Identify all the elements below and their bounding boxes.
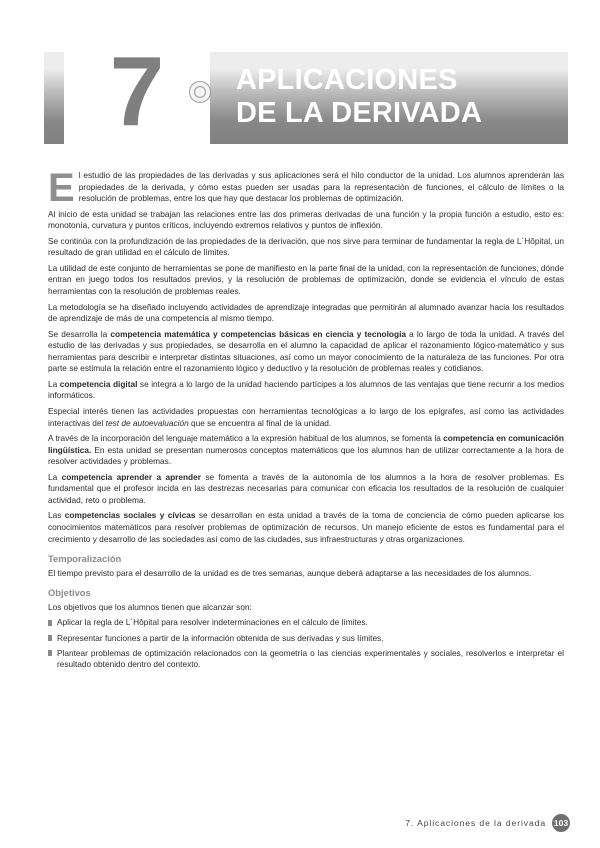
paragraph: La utilidad de este conjunto de herramientas se pone de manifiesto en la parte final de la unidad, con la representación de funciones, dónde entran en juego todos los resultados previos, y la resolución de problemas de optimización, donde se evidencia el vínculo de estas herramientas con la resolución de problemas reales. (48, 262, 564, 297)
temporalizacion-heading: Temporalización (48, 553, 122, 565)
paragraph: La competencia digital se integra a lo largo de la unidad haciendo partícipes a los alumnos de las ventajas que tiene recurrir a los medios informáticos. (48, 378, 564, 401)
objetivos-heading: Objetivos (48, 587, 91, 599)
paragraph: Las competencias sociales y cívicas se desarrollan en esta unidad a través de la toma de conciencia de cómo pueden aplicarse los conocimientos matemáticos para resolver problemas de optimización de recursos. Un manejo eficiente de estos es fundamental para el crecimiento y desarrollo de las sociedades así como de las ciudades, sus infraestructuras y otras organizaciones. (48, 510, 564, 544)
paragraph: La competencia aprender a aprender se fomenta a través de la autonomía de los alumnos a la hora de resolver problemas. Es fundamental que el profesor incida en las destrezas necesarias para comunicar con eficacia los resultados de la resolución de cualquier actividad, reto o problema. (48, 471, 564, 505)
list-item: Aplicar la regla de L´Hôpital para resolver indeterminaciones en el cálculo de límites. (48, 617, 564, 629)
paragraph: La metodología se ha diseñado incluyendo actividades de aprendizaje integradas que permitirán al alumnado avanzar hacia los resultados de aprendizaje de más de una competencia al mismo tiempo. (48, 301, 564, 324)
page-footer (405, 814, 570, 832)
bullet-icon (48, 650, 52, 656)
chapter-title-line2: DE LA DERIVADA (236, 97, 483, 129)
drop-cap: E (48, 166, 75, 210)
bullet-icon (48, 620, 52, 626)
paragraph: Se desarrolla la competencia matemática y competencias básicas en ciencia y tecnología a lo largo de toda la unidad. A través del estudio de las derivadas y sus propiedades, se desarrolla en el alumno la capacidad de aplicar el razonamiento lógico-matemático y sus herramientas para describir e interpretar distintas situaciones, así como un mayor conocimiento de la naturaleza de las funciones. Por otra parte se estimula la relación entre el razonamiento lógico y deductivo y la resolución de problemas reales y cotidianos. (48, 328, 564, 374)
list-item: Representar funciones a partir de la información obtenida de sus derivadas y sus límites. (48, 633, 564, 645)
paragraph: Al inicio de esta unidad se trabajan las relaciones entre las dos primeras derivadas de una función y la propia función a estudio, esto es: monotonía, curvatura y puntos críticos, incluyendo extremos relativos y puntos de inflexión. (48, 208, 564, 231)
footer-label: 7. Aplicaciones de la derivada (405, 818, 546, 828)
bullet-icon (48, 635, 52, 641)
paragraph: A través de la incorporación del lenguaje matemático a la expresión habitual de los alumnos, se fomenta la competencia en comunicación lingüística. En esta unidad se presentan numerosos conceptos matemáticos que los alumnos han de utilizar correctamente a la hora de resolver actividades y problemas. (48, 433, 564, 467)
paragraph: Se continúa con la profundización de las propiedades de la derivación, que nos sirve para terminar de fundamentar la regla de L´Hôpital, un resultado de gran utilidad en el cálculo de límites. (48, 235, 564, 258)
seal-icon (189, 81, 211, 103)
chapter-title-line1: APLICACIONES (236, 64, 458, 96)
list-item: Plantear problemas de optimización relacionados con la geometría o las ciencias experimentales y sociales, resolverlos e interpretar el resultado obtenido dentro del contexto. (48, 648, 564, 671)
chapter-number: 7 (109, 36, 165, 146)
objetivos-list (48, 617, 564, 671)
chapter-title (236, 64, 556, 130)
paragraph: Especial interés tienen las actividades propuestas con herramientas tecnológicas a lo largo de los epígrafes, así como las actividades interactivas del test de autoevaluación que se encuentra al final de la unidad. (48, 405, 564, 428)
intro-paragraph: El estudio de las propiedades de las derivadas y sus aplicaciones será el hilo conductor de la unidad. Los alumnos aprenderán las propiedades de la derivada, y cómo estas pueden ser usadas para la representación de funciones, el cálculo de límites o la resolución de problemas, entre los que hay que destacar los problemas de optimización. (48, 166, 564, 210)
temporalizacion-text: El tiempo previsto para el desarrollo de la unidad es de tres semanas, aunque deberá adaptarse a las necesidades de los alumnos. (48, 567, 532, 578)
objetivos-intro: Los objetivos que los alumnos tienen que alcanzar son: (48, 601, 252, 612)
main-content (48, 166, 564, 675)
page-number: 103 (552, 814, 570, 832)
